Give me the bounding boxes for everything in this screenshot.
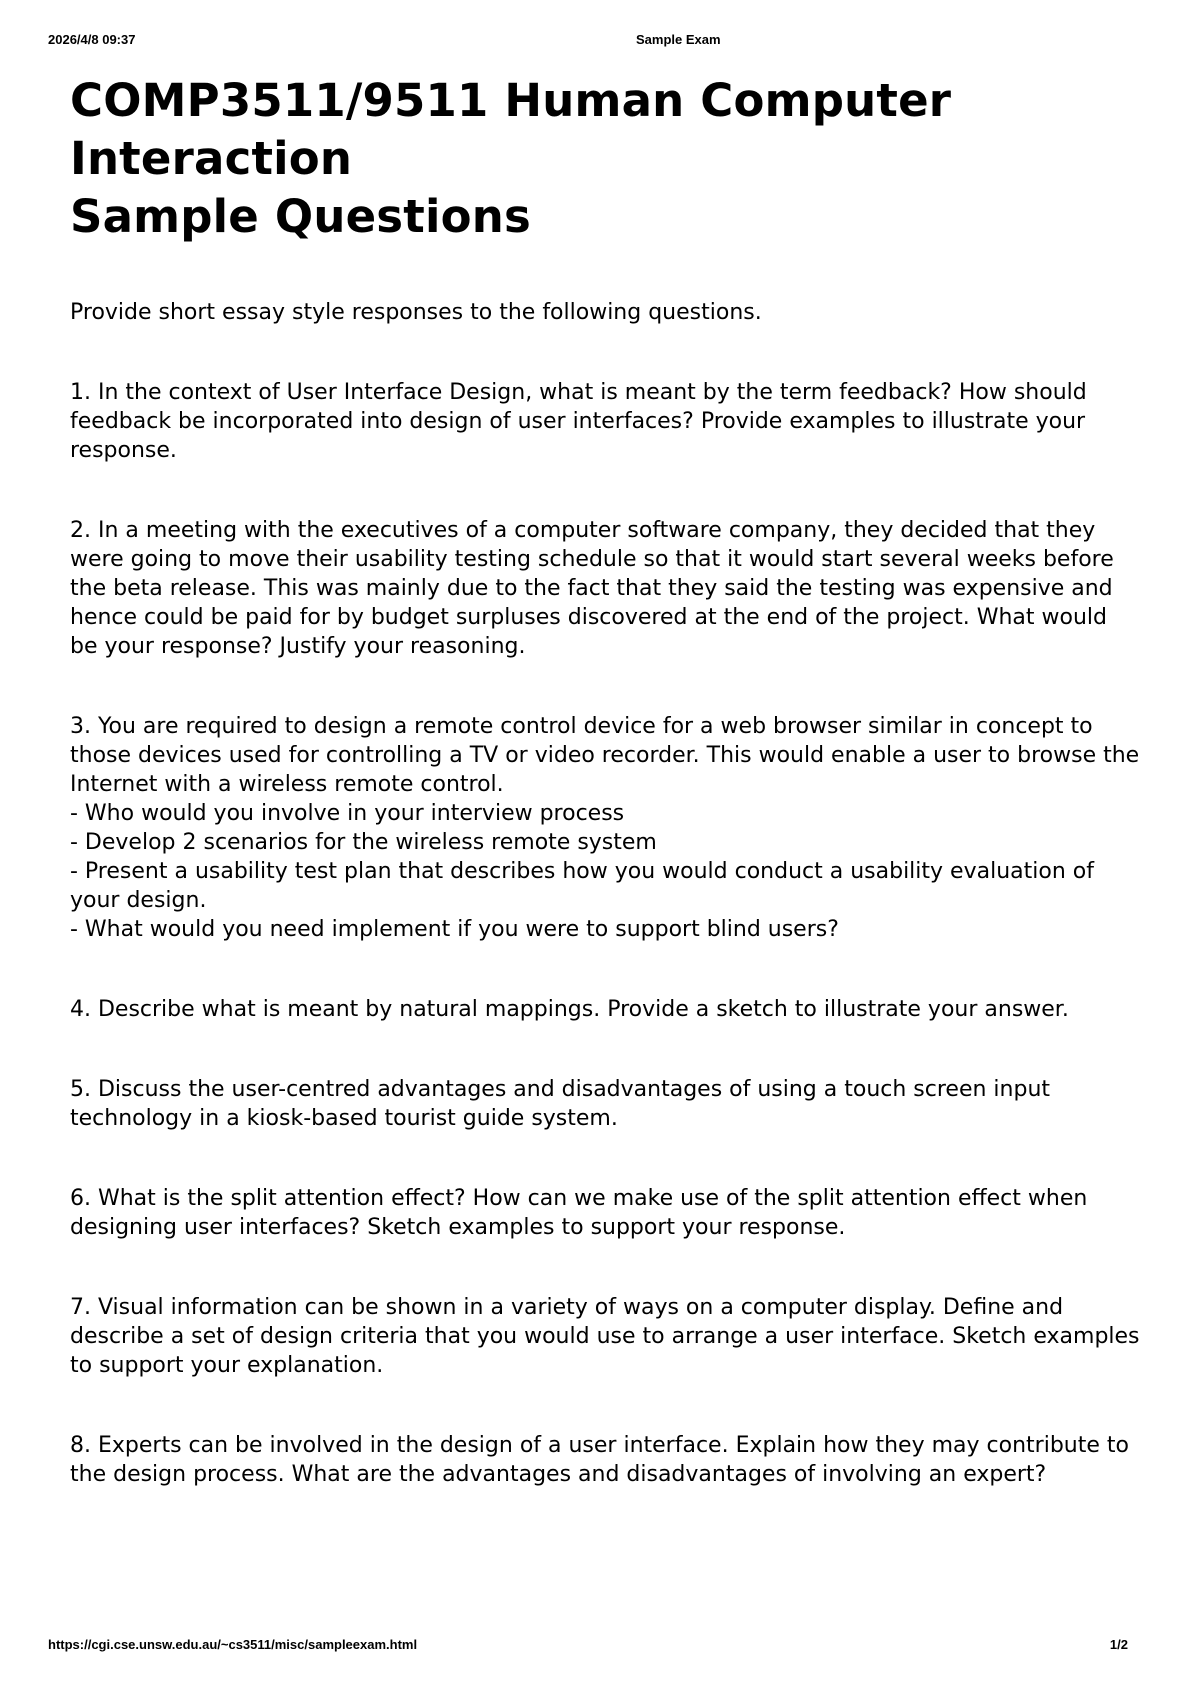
question-text: 3. You are required to design a remote control device for a web browser similar in concept to those devices used for controlling a TV or video recorder. This would enable a user to browse the Internet with a wireless remote control. xyxy=(70,714,1140,797)
page-title xyxy=(70,72,1140,246)
print-header xyxy=(48,32,1128,52)
question-bullet: - What would you need implement if you were to support blind users? xyxy=(70,917,839,942)
page-indicator: 1/2 xyxy=(1109,1637,1128,1652)
question-8 xyxy=(70,1431,1140,1489)
print-doc-title: Sample Exam xyxy=(636,32,721,47)
question-1 xyxy=(70,378,1140,465)
question-text: 1. In the context of User Interface Design, what is meant by the term feedback? How should feedback be incorporated into design of user interfaces? Provide examples to illustrate your response. xyxy=(70,380,1087,463)
page-title-line-2: Interaction xyxy=(70,132,353,185)
question-list xyxy=(70,378,1140,1489)
question-text: 4. Describe what is meant by natural mappings. Provide a sketch to illustrate your answer. xyxy=(70,997,1069,1022)
page-title-line-3: Sample Questions xyxy=(70,190,531,243)
question-text: 6. What is the split attention effect? How can we make use of the split attention effect when designing user interfaces? Sketch examples to support your response. xyxy=(70,1186,1088,1240)
question-7 xyxy=(70,1293,1140,1380)
document-body xyxy=(70,72,1140,1489)
question-4 xyxy=(70,995,1140,1024)
question-6 xyxy=(70,1184,1140,1242)
question-5 xyxy=(70,1075,1140,1133)
question-3 xyxy=(70,712,1140,944)
question-bullet: - Who would you involve in your interview process xyxy=(70,801,625,826)
question-text: 7. Visual information can be shown in a variety of ways on a computer display. Define and describe a set of design criteria that you would use to arrange a user interface. Sketch examples to support your explanation. xyxy=(70,1295,1140,1378)
question-bullet: - Present a usability test plan that describes how you would conduct a usability evaluation of your design. xyxy=(70,859,1094,913)
instructions: Provide short essay style responses to the following questions. xyxy=(70,300,762,325)
page-title-line-1: COMP3511/9511 Human Computer xyxy=(70,74,952,127)
print-url: https://cgi.cse.unsw.edu.au/~cs3511/misc/sampleexam.html xyxy=(48,1637,418,1652)
question-text: 2. In a meeting with the executives of a computer software company, they decided that they were going to move their usability testing schedule so that it would start several weeks before the beta release. This was mainly due to the fact that they said the testing was expensive and hence could be paid for by budget surpluses discovered at the end of the project. What would be your response? Justify your reasoning. xyxy=(70,518,1114,659)
print-datetime: 2026/4/8 09:37 xyxy=(48,32,136,47)
question-text: 8. Experts can be involved in the design of a user interface. Explain how they may contribute to the design process. What are the advantages and disadvantages of involving an expert? xyxy=(70,1433,1129,1487)
question-2 xyxy=(70,516,1140,661)
question-text: 5. Discuss the user-centred advantages and disadvantages of using a touch screen input technology in a kiosk-based tourist guide system. xyxy=(70,1077,1051,1131)
question-bullet: - Develop 2 scenarios for the wireless remote system xyxy=(70,830,657,855)
print-footer xyxy=(48,1637,1128,1657)
